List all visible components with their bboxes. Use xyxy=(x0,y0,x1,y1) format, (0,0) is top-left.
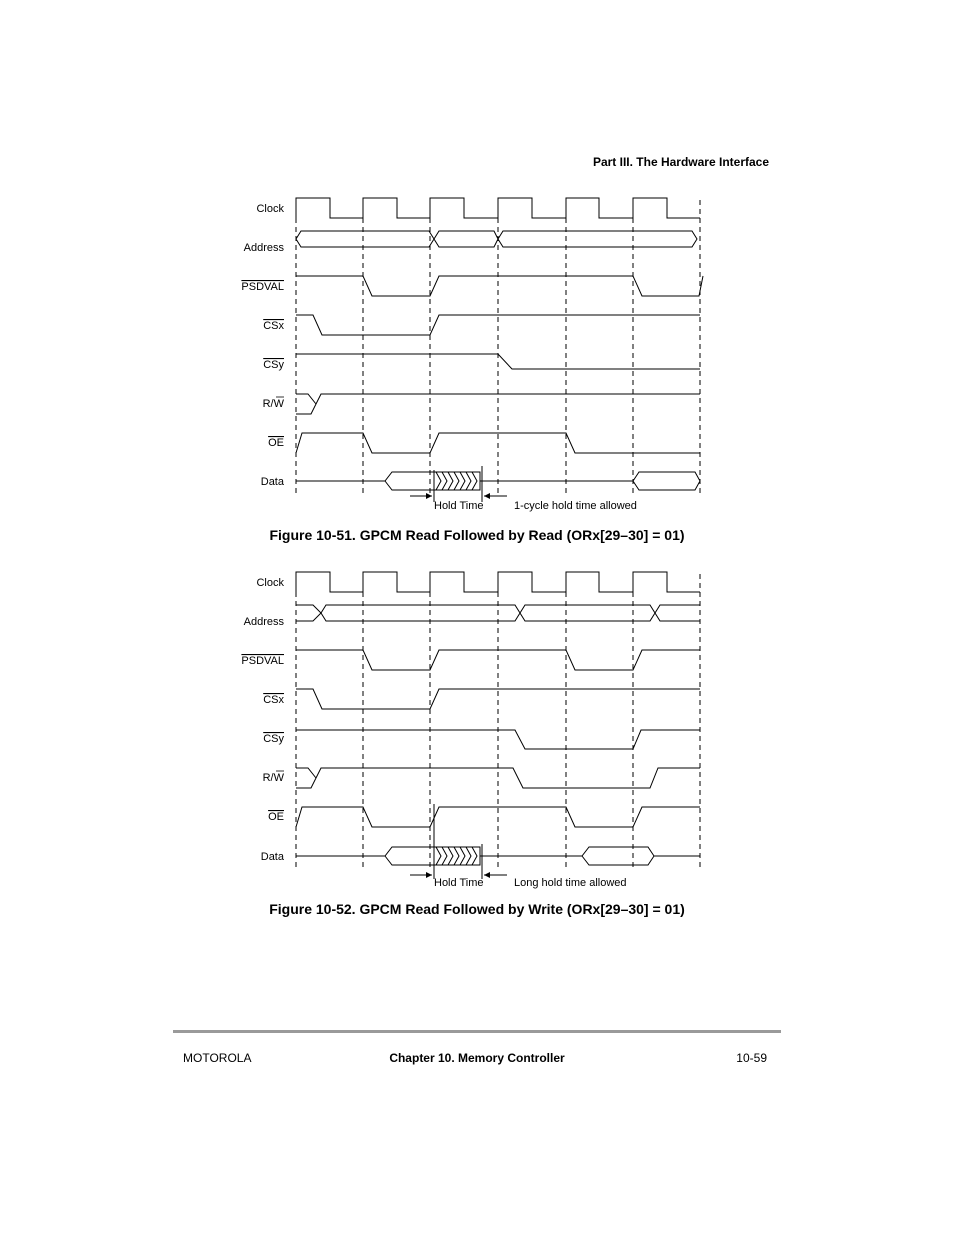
timing-diagram-read-write xyxy=(230,564,710,894)
signal-label-rw: R/W xyxy=(262,772,284,784)
hold-time-note: Long hold time allowed xyxy=(514,877,627,889)
clock-waveform xyxy=(296,198,700,218)
figure-caption: Figure 10-52. GPCM Read Followed by Write (ORx[29–30] = 01) xyxy=(269,901,685,917)
signal-label-csx: CSx xyxy=(263,694,284,706)
clock-edge-guides xyxy=(296,574,700,869)
timing-diagram-svg xyxy=(230,190,710,520)
footer-publisher: MOTOROLA xyxy=(183,1051,252,1065)
footer-chapter: Chapter 10. Memory Controller xyxy=(389,1051,565,1065)
signal-label-psdval: PSDVAL xyxy=(241,655,284,667)
signal-label-csy: CSy xyxy=(263,359,284,371)
figure-caption: Figure 10-51. GPCM Read Followed by Read (ORx[29–30] = 01) xyxy=(269,527,685,543)
psdval-waveform xyxy=(296,276,703,296)
hold-time-label: Hold Time xyxy=(434,500,484,512)
hold-time-hatch xyxy=(436,472,477,490)
hold-time-note: 1-cycle hold time allowed xyxy=(514,500,637,512)
signal-label-csx: CSx xyxy=(263,320,284,332)
address-waveform xyxy=(296,231,697,247)
signal-label-address: Address xyxy=(243,616,284,628)
hold-time-label: Hold Time xyxy=(434,877,484,889)
clock-waveform xyxy=(296,572,700,592)
signal-label-csy: CSy xyxy=(263,733,284,745)
signal-label-clock: Clock xyxy=(256,203,284,215)
timing-diagram-svg xyxy=(230,564,710,894)
signal-label-oe: OE xyxy=(268,437,284,449)
signal-label-clock: Clock xyxy=(256,577,284,589)
signal-label-data: Data xyxy=(260,476,284,488)
signal-label-address: Address xyxy=(243,242,284,254)
clock-edge-guides xyxy=(296,200,700,495)
page-number: 10-59 xyxy=(736,1051,767,1065)
hold-time-hatch xyxy=(436,847,477,865)
signal-label-oe: OE xyxy=(268,811,284,823)
part-title: Part III. The Hardware Interface xyxy=(592,155,769,169)
footer-rule xyxy=(173,1030,781,1033)
timing-diagram-read-read xyxy=(230,190,710,520)
signal-label-data: Data xyxy=(260,851,284,863)
signal-label-rw: R/W xyxy=(262,398,284,410)
signal-label-psdval: PSDVAL xyxy=(241,281,284,293)
